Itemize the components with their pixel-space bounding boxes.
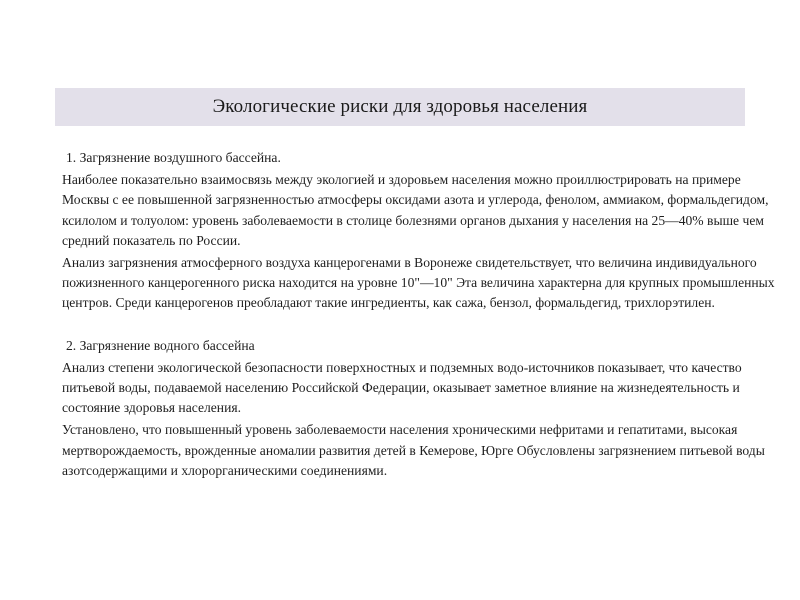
section-water-pollution [62,336,787,481]
section-air-pollution [62,148,787,314]
section-heading: 2. Загрязнение водного бассейна [66,337,255,353]
paragraph: Наиболее показательно взаимосвязь между экологией и здоровьем населения можно проиллюстрировать на примере Москвы с ее повышенной загрязненностью атмосферы оксидами азота и углерода, фенолом, аммиаком, формальдегидом, ксилолом и толуолом: уровень заболеваемости в столице болезнями органов дыхания у населения на 25—40% выше чем средний показатель по России. [62,172,769,248]
section-spacer [62,316,787,336]
section-heading: 1. Загрязнение воздушного бассейна. [66,150,281,165]
paragraph: Установлено, что повышенный уровень заболеваемости населения хроническими нефритами и гепатитами, высокая мертворождаемость, врожденные аномалии развития детей в Кемерове, Юрге Обусловлены загрязнением питьевой воды азотсодержащими и хлорорганическими соединениями. [62,422,765,478]
slide-body [62,148,787,483]
title-bar [55,88,745,126]
slide-title: Экологические риски для здоровья населения [212,96,588,117]
paragraph: Анализ загрязнения атмосферного воздуха канцерогенами в Воронеже свидетельствует, что величина индивидуального пожизненного канцерогенного риска находится на уровне 10"—10" Эта величина характерна для крупных промышленных центров. Среди канцерогенов преобладают такие ингредиенты, как сажа, бензол, формальдегид, трихлорэтилен. [62,255,775,311]
paragraph: Анализ степени экологической безопасности поверхностных и подземных водо-источников показывает, что качество питьевой воды, подаваемой населению Российской Федерации, оказывает заметное влияние на жизнедеятельность и состояние здоровья населения. [62,359,742,416]
